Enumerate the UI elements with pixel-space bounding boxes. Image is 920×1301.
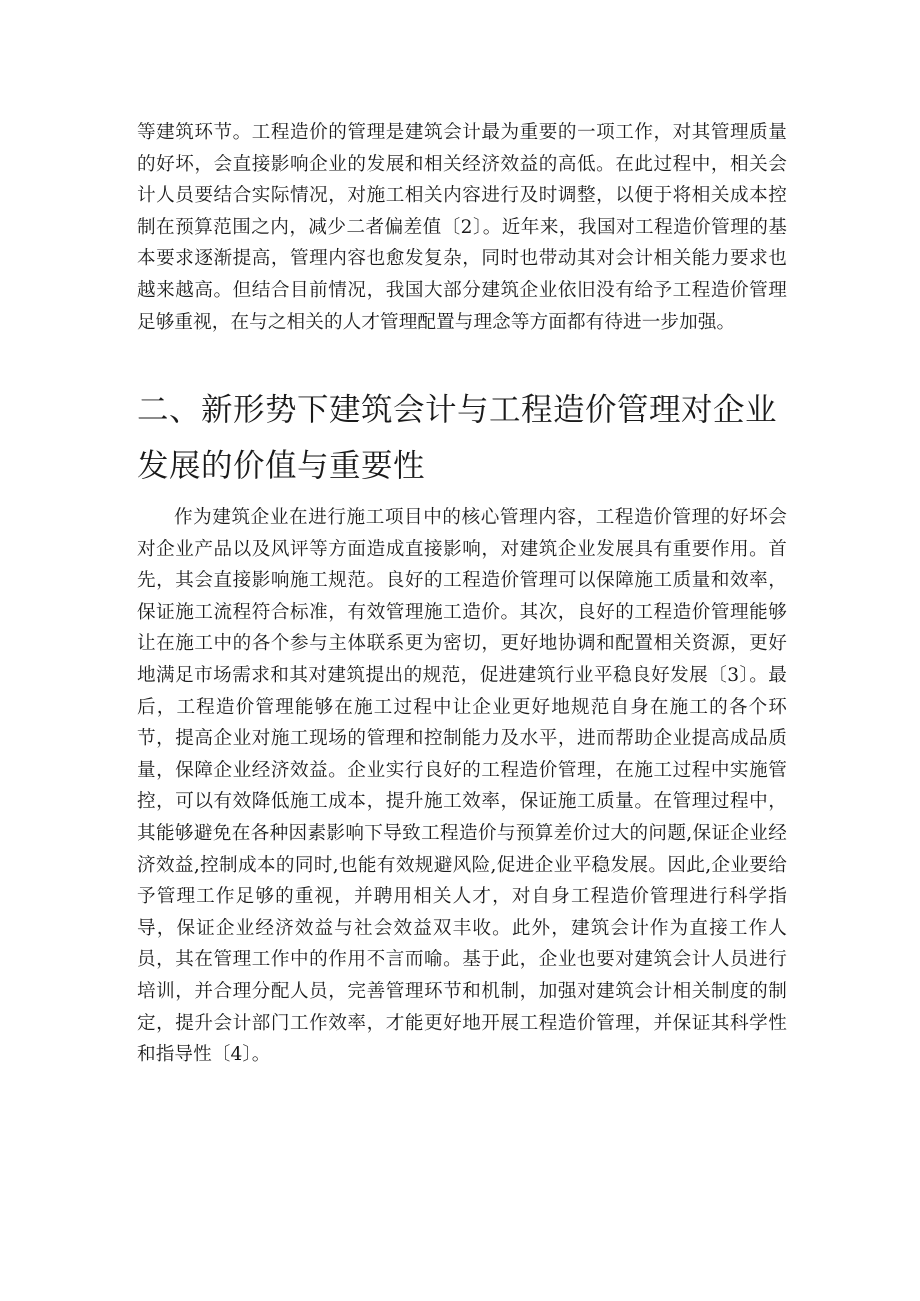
body-paragraph-1: 等建筑环节。工程造价的管理是建筑会计最为重要的一项工作，对其管理质量的好坏，会直接影响企业的发展和相关经济效益的高低。在此过程中，相关会计人员要结合实际情况，对施工相关内容进行及时调整，以便于将相关成本控制在预算范围之内，减少二者偏差值〔2〕。近年来，我国对工程造价管理的基本要求逐渐提高，管理内容也愈发复杂，同时也带动其对会计相关能力要求也越来越高。但结合目前情况，我国大部分建筑企业依旧没有给予工程造价管理足够重视，在与之相关的人才管理配置与理念等方面都有待进一步加强。 (137, 122, 787, 333)
body-paragraph-2: 作为建筑企业在进行施工项目中的核心管理内容，工程造价管理的好坏会对企业产品以及风评等方面造成直接影响，对建筑企业发展具有重要作用。首先，其会直接影响施工规范。良好的工程造价管理可以保障施工质量和效率，保证施工流程符合标准，有效管理施工造价。其次，良好的工程造价管理能够让在施工中的各个参与主体联系更为密切，更好地协调和配置相关资源，更好地满足市场需求和其对建筑提出的规范，促进建筑行业平稳良好发展〔3〕。最后，工程造价管理能够在施工过程中让企业更好地规范自身在施工的各个环节，提高企业对施工现场的管理和控制能力及水平，进而帮助企业提高成品质量，保障企业经济效益。企业实行良好的工程造价管理，在施工过程中实施管控，可以有效降低施工成本，提升施工效率，保证施工质量。在管理过程中，其能够避免在各种因素影响下导致工程造价与预算差价过大的问题,保证企业经济效益,控制成本的同时,也能有效规避风险,促进企业平稳发展。因此,企业要给予管理工作足够的重视，并聘用相关人才，对自身工程造价管理进行科学指导，保证企业经济效益与社会效益双丰收。此外，建筑会计作为直接工作人员，其在管理工作中的作用不言而喻。基于此，企业也要对建筑会计人员进行培训，并合理分配人员，完善管理环节和机制，加强对建筑会计相关制度的制定，提升会计部门工作效率，才能更好地开展工程造价管理，并保证其科学性和指导性〔4〕。 (137, 507, 787, 1066)
section-heading: 二、新形势下建筑会计与工程造价管理对企业发展的价值与重要性 (137, 392, 778, 484)
